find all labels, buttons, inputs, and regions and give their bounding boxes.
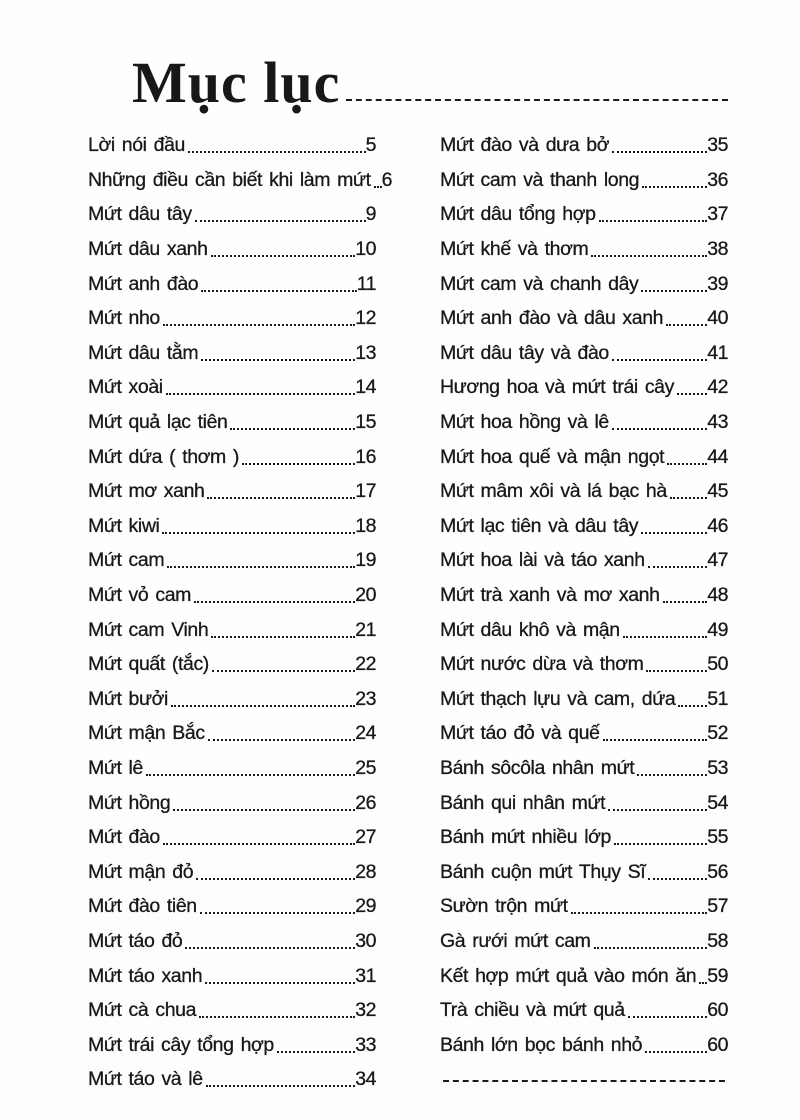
toc-entry-label: Mứt dâu tây và đào <box>440 341 609 364</box>
toc-entry-page: 19 <box>355 549 376 572</box>
toc-entry-label: Mứt nước dừa và thơm <box>440 653 644 676</box>
toc-entry-right-9 <box>440 399 728 434</box>
toc-entry-page: 5 <box>365 134 376 157</box>
toc-entry-right-15 <box>440 607 728 642</box>
toc-entry-page: 16 <box>355 445 376 468</box>
toc-entry-page: 22 <box>355 653 376 676</box>
bottom-dashed-rule-row <box>440 1057 728 1092</box>
toc-entry-left-26 <box>88 988 376 1023</box>
toc-entry-label: Mứt lê <box>88 756 143 779</box>
toc-entry-page: 11 <box>356 272 376 295</box>
dot-leader <box>677 393 707 395</box>
dot-leader <box>201 359 355 361</box>
dot-leader <box>608 809 707 811</box>
page-header <box>88 50 730 117</box>
dot-leader <box>171 705 355 707</box>
toc-entry-page: 58 <box>707 929 728 952</box>
toc-entry-right-24 <box>440 918 728 953</box>
toc-entry-label: Mứt vỏ cam <box>88 584 191 606</box>
toc-column-left <box>88 123 392 1092</box>
toc-entry-label: Mứt mận Bắc <box>88 722 205 745</box>
toc-entry-right-19 <box>440 745 728 780</box>
toc-entry-page: 6 <box>381 168 392 191</box>
toc-entry-page: 9 <box>365 203 376 226</box>
toc-entry-page: 15 <box>355 411 376 434</box>
toc-entry-right-23 <box>440 884 728 919</box>
toc-entry-left-11 <box>88 469 376 504</box>
toc-entry-page: 47 <box>707 549 728 572</box>
toc-entry-page: 60 <box>707 999 728 1022</box>
toc-entry-left-3 <box>88 192 376 227</box>
toc-entry-page: 57 <box>707 895 728 918</box>
dot-leader <box>678 705 707 707</box>
toc-entry-right-10 <box>440 434 728 469</box>
toc-entry-left-14 <box>88 572 376 607</box>
toc-entry-label: Mứt cam Vinh <box>88 618 209 641</box>
toc-entry-page: 37 <box>707 203 728 226</box>
toc-entry-page: 33 <box>355 1033 376 1056</box>
toc-entry-page: 10 <box>355 238 376 261</box>
dot-leader <box>591 255 707 257</box>
dot-leader <box>188 151 366 153</box>
toc-entry-page: 56 <box>707 860 728 883</box>
toc-entry-left-23 <box>88 884 376 919</box>
dot-leader <box>612 428 707 430</box>
dot-leader <box>571 912 708 914</box>
dot-leader <box>599 220 708 222</box>
toc-entry-left-8 <box>88 365 376 400</box>
toc-entry-label: Mứt khế và thơm <box>440 238 589 261</box>
toc-entry-label: Mứt mận đỏ <box>88 860 194 883</box>
title-dashed-rule <box>346 99 728 101</box>
toc-entry-left-7 <box>88 330 376 365</box>
toc-entry-left-21 <box>88 815 376 850</box>
dot-leader <box>663 601 708 603</box>
dot-leader <box>637 774 707 776</box>
dot-leader <box>374 186 382 188</box>
toc-entry-label: Mứt táo và lê <box>88 1068 203 1091</box>
toc-entry-page: 52 <box>707 722 728 745</box>
toc-column-right <box>440 123 728 1092</box>
toc-entry-page: 34 <box>355 1068 376 1091</box>
toc-entry-label: Mứt kiwi <box>88 514 160 537</box>
toc-entry-left-12 <box>88 503 376 538</box>
dot-leader <box>194 601 355 603</box>
dot-leader <box>614 843 707 845</box>
toc-entry-page: 18 <box>355 514 376 537</box>
toc-entry-label: Lời nói đầu <box>88 134 185 157</box>
toc-entry-label: Mứt cam <box>88 549 165 572</box>
toc-entry-page: 50 <box>707 653 728 676</box>
dot-leader <box>173 809 355 811</box>
toc-entry-right-13 <box>440 538 728 573</box>
toc-entry-label: Mứt anh đào và dâu xanh <box>440 307 664 330</box>
toc-entry-page: 40 <box>707 307 728 330</box>
dot-leader <box>211 255 356 257</box>
toc-entry-label: Mứt bưởi <box>88 687 168 710</box>
dot-leader <box>648 878 707 880</box>
toc-entry-page: 25 <box>355 756 376 779</box>
toc-entry-left-27 <box>88 1022 376 1057</box>
toc-entry-label: Mứt nho <box>88 307 160 330</box>
toc-entry-page: 20 <box>355 584 376 606</box>
dot-leader <box>645 1051 707 1053</box>
toc-entry-right-26 <box>440 988 728 1023</box>
toc-entry-page: 21 <box>355 618 376 641</box>
dot-leader <box>641 290 707 292</box>
dot-leader <box>200 912 356 914</box>
toc-entry-right-20 <box>440 780 728 815</box>
toc-entry-page: 23 <box>355 687 376 710</box>
toc-entry-label: Bánh qui nhân mứt <box>440 791 606 814</box>
toc-entry-right-1 <box>440 123 728 158</box>
toc-entry-left-24 <box>88 918 376 953</box>
toc-entry-page: 51 <box>707 687 728 710</box>
toc-entry-label: Mứt quả lạc tiên <box>88 411 228 434</box>
dot-leader <box>612 151 707 153</box>
dot-leader <box>628 1016 708 1018</box>
toc-entry-right-21 <box>440 815 728 850</box>
toc-entry-label: Mứt trà xanh và mơ xanh <box>440 584 660 606</box>
dot-leader <box>167 566 355 568</box>
toc-entry-label: Bánh mứt nhiều lớp <box>440 826 611 849</box>
dot-leader <box>594 947 708 949</box>
dot-leader <box>277 1051 355 1053</box>
toc-entry-left-1 <box>88 123 376 158</box>
dot-leader <box>666 324 707 326</box>
toc-entry-label: Mứt dâu xanh <box>88 238 208 261</box>
dot-leader <box>163 324 355 326</box>
toc-entry-label: Hương hoa và mứt trái cây <box>440 376 674 399</box>
toc-entry-label: Mứt hoa hồng và lê <box>440 411 609 434</box>
toc-entry-label: Bánh sôcôla nhân mứt <box>440 756 635 779</box>
toc-entry-page: 44 <box>707 445 728 468</box>
toc-entry-label: Mứt hoa quế và mận ngọt <box>440 445 665 468</box>
toc-entry-left-15 <box>88 607 376 642</box>
toc-entry-left-13 <box>88 538 376 573</box>
toc-entry-page: 60 <box>707 1033 728 1056</box>
toc-entry-right-11 <box>440 469 728 504</box>
dot-leader <box>207 497 355 499</box>
dot-leader <box>162 532 355 534</box>
toc-entry-right-17 <box>440 676 728 711</box>
dot-leader <box>166 393 356 395</box>
dot-leader <box>242 463 355 465</box>
toc-entry-page: 32 <box>355 999 376 1022</box>
toc-entry-page: 30 <box>355 929 376 952</box>
dot-leader <box>185 947 355 949</box>
toc-entry-page: 42 <box>707 376 728 399</box>
toc-entry-right-16 <box>440 642 728 677</box>
toc-entry-page: 24 <box>355 722 376 745</box>
toc-entry-page: 31 <box>355 964 376 987</box>
toc-entry-label: Mứt dâu tây <box>88 203 192 226</box>
toc-entry-label: Mứt táo đỏ <box>88 929 183 952</box>
toc-entry-page: 41 <box>707 341 728 364</box>
toc-entry-label: Mứt mơ xanh <box>88 480 205 503</box>
toc-entry-page: 46 <box>707 514 728 537</box>
toc-entry-right-25 <box>440 953 728 988</box>
toc-entry-label: Mứt thạch lựu và cam, dứa <box>440 687 676 710</box>
toc-entry-label: Mứt dâu tổng hợp <box>440 203 596 226</box>
toc-entry-label: Mứt đào tiên <box>88 895 197 918</box>
toc-entry-label: Mứt hồng <box>88 791 171 814</box>
dot-leader <box>212 670 355 672</box>
dot-leader <box>623 636 708 638</box>
toc-entry-label: Mứt trái cây tổng hợp <box>88 1033 274 1056</box>
toc-entry-page: 54 <box>707 791 728 814</box>
dot-leader <box>196 878 355 880</box>
toc-entry-left-19 <box>88 745 376 780</box>
toc-entry-page: 53 <box>707 756 728 779</box>
toc-entry-label: Mứt táo xanh <box>88 964 203 987</box>
toc-entry-label: Mứt cà chua <box>88 999 197 1022</box>
dot-leader <box>612 359 707 361</box>
toc-entry-right-3 <box>440 192 728 227</box>
toc-entry-right-12 <box>440 503 728 538</box>
bottom-dashed-rule <box>443 1080 725 1082</box>
toc-entry-label: Bánh cuộn mứt Thụy Sĩ <box>440 860 646 883</box>
toc-entry-label: Sườn trộn mứt <box>440 895 568 918</box>
toc-entry-page: 17 <box>355 480 376 503</box>
toc-entry-page: 27 <box>355 826 376 849</box>
dot-leader <box>670 497 708 499</box>
dot-leader <box>201 290 357 292</box>
toc-entry-left-22 <box>88 849 376 884</box>
toc-entry-label: Mứt dâu khô và mận <box>440 618 620 641</box>
toc-entry-label: Mứt đào <box>88 826 160 849</box>
toc-entry-page: 26 <box>355 791 376 814</box>
toc-columns <box>88 123 730 1092</box>
toc-entry-left-4 <box>88 226 376 261</box>
toc-entry-page: 59 <box>707 964 728 987</box>
dot-leader <box>641 532 707 534</box>
toc-entry-right-2 <box>440 157 728 192</box>
toc-entry-page: 28 <box>355 860 376 883</box>
toc-entry-right-18 <box>440 711 728 746</box>
toc-entry-page: 48 <box>707 584 728 606</box>
toc-entry-label: Mứt anh đào <box>88 272 199 295</box>
dot-leader <box>603 739 708 741</box>
dot-leader <box>195 220 366 222</box>
toc-entry-right-6 <box>440 296 728 331</box>
dot-leader <box>667 463 707 465</box>
toc-entry-label: Mứt táo đỏ và quế <box>440 722 600 745</box>
dot-leader <box>163 843 355 845</box>
toc-entry-label: Mứt cam và thanh long <box>440 168 640 191</box>
toc-entry-page: 36 <box>707 168 728 191</box>
toc-entry-right-4 <box>440 226 728 261</box>
dot-leader <box>230 428 355 430</box>
toc-entry-left-5 <box>88 261 376 296</box>
toc-entry-page: 14 <box>355 376 376 399</box>
toc-entry-right-14 <box>440 572 728 607</box>
toc-entry-page: 43 <box>707 411 728 434</box>
toc-entry-label: Mứt cam và chanh dây <box>440 272 639 295</box>
toc-entry-left-10 <box>88 434 376 469</box>
toc-entry-label: Mứt dâu tằm <box>88 341 199 364</box>
toc-entry-left-16 <box>88 642 376 677</box>
toc-entry-page: 49 <box>707 618 728 641</box>
toc-entry-label: Trà chiều và mứt quả <box>440 999 625 1022</box>
toc-entry-left-6 <box>88 296 376 331</box>
toc-entry-page: 45 <box>707 480 728 503</box>
toc-entry-left-9 <box>88 399 376 434</box>
dot-leader <box>646 670 707 672</box>
dot-leader <box>211 636 355 638</box>
toc-entry-right-8 <box>440 365 728 400</box>
toc-entry-label: Mứt quất (tắc) <box>88 653 209 676</box>
toc-entry-label: Mứt dứa ( thơm ) <box>88 445 240 468</box>
toc-entry-label: Mứt hoa lài và táo xanh <box>440 549 645 572</box>
toc-entry-label: Mứt xoài <box>88 376 163 399</box>
dot-leader <box>648 566 708 568</box>
toc-entry-right-7 <box>440 330 728 365</box>
toc-entry-label: Kết hợp mứt quả vào món ăn <box>440 964 697 987</box>
dot-leader <box>206 1085 356 1087</box>
dot-leader <box>208 739 356 741</box>
toc-entry-label: Mứt mâm xôi và lá bạc hà <box>440 480 667 503</box>
toc-entry-left-25 <box>88 953 376 988</box>
toc-entry-page: 12 <box>355 307 376 330</box>
toc-entry-label: Mứt đào và dưa bở <box>440 134 610 157</box>
toc-entry-label: Gà rưới mứt cam <box>440 929 591 952</box>
toc-entry-label: Mứt lạc tiên và dâu tây <box>440 514 639 537</box>
page-title: Mục lục <box>132 50 341 115</box>
toc-entry-page: 13 <box>355 341 376 364</box>
toc-entry-right-27 <box>440 1022 728 1057</box>
toc-entry-page: 55 <box>707 826 728 849</box>
dot-leader <box>642 186 707 188</box>
toc-entry-page: 35 <box>707 134 728 157</box>
toc-entry-left-20 <box>88 780 376 815</box>
dot-leader <box>199 1016 355 1018</box>
toc-entry-label: Bánh lớn bọc bánh nhỏ <box>440 1033 643 1056</box>
toc-entry-right-5 <box>440 261 728 296</box>
toc-entry-page: 39 <box>707 272 728 295</box>
toc-entry-right-22 <box>440 849 728 884</box>
toc-entry-label: Những điều cần biết khi làm mứt <box>88 168 371 191</box>
toc-entry-page: 38 <box>707 238 728 261</box>
toc-entry-left-28 <box>88 1057 376 1092</box>
toc-entry-left-17 <box>88 676 376 711</box>
toc-entry-page: 29 <box>355 895 376 918</box>
dot-leader <box>205 982 355 984</box>
toc-entry-left-2 <box>88 157 392 192</box>
dot-leader <box>146 774 355 776</box>
toc-entry-left-18 <box>88 711 376 746</box>
